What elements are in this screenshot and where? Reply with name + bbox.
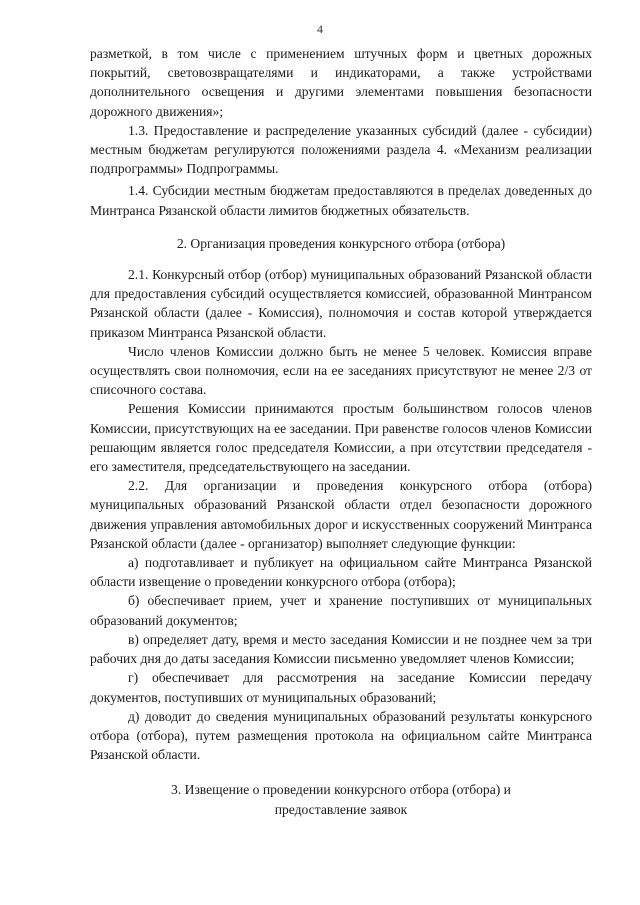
section-3-heading xyxy=(90,780,592,818)
paragraph-continuation: разметкой, в том числе с применением штучных форм и цветных дорожных покрытий, световозвращателями и индикаторами, а также устройствами дополнительного освещения и другими элементами повышения безопасности дорожного движения»; xyxy=(90,46,592,119)
paragraph-1-3: 1.3. Предоставление и распределение указанных субсидий (далее - субсидии) местным бюджетам регулируются положениями раздела 4. «Механизм реализации подпрограммы» Подпрограммы. xyxy=(90,122,592,177)
list-item-d: д) доводит до сведения муниципальных образований результаты конкурсного отбора (отбора), путем размещения протокола на официальном сайте Минтранса Рязанской области. xyxy=(90,708,592,763)
list-item-b: б) обеспечивает прием, учет и хранение поступивших от муниципальных образований документов; xyxy=(90,593,592,628)
page-number: 4 xyxy=(317,22,323,36)
list-item-a: а) подготавливает и публикует на официальном сайте Минтранса Рязанской области извещение о проведении конкурсного отбора (отбора); xyxy=(90,555,592,590)
document-body xyxy=(90,44,592,831)
paragraph-2-1: 2.1. Конкурсный отбор (отбор) муниципальных образований Рязанской области для предоставления субсидий осуществляется комиссией, образованной Минтрансом Рязанской области (далее - Комиссия), полномочия и состав которой утверждается приказом Минтранса Рязанской области. xyxy=(90,267,592,340)
section-3-heading-line-2: предоставление заявок xyxy=(274,801,408,817)
paragraph-2-2: 2.2. Для организации и проведения конкурсного отбора (отбора) муниципальных образований Рязанской области отдел безопасности дорожного движения управления автомобильных дорог и искусственных сооружений Минтранса Рязанской области (далее - организатор) выполняет следующие функции: xyxy=(90,478,592,551)
section-2-heading: 2. Организация проведения конкурсного отбора (отбора) xyxy=(176,235,506,251)
paragraph-commission-members: Число членов Комиссии должно быть не менее 5 человек. Комиссия вправе осуществлять свои полномочия, если на ее заседаниях присутствуют не менее 2/3 от списочного состава. xyxy=(90,343,592,398)
section-3-heading-line-1: 3. Извещение о проведении конкурсного отбора (отбора) и xyxy=(171,782,511,798)
paragraph-commission-decisions: Решения Комиссии принимаются простым большинством голосов членов Комиссии, присутствующих на ее заседании. При равенстве голосов членов Комиссии решающим является голос председателя Комиссии, а при отсутствии председателя - его заместителя, председательствующего на заседании. xyxy=(90,401,592,475)
list-item-v: в) определяет дату, время и место заседания Комиссии и не позднее чем за три рабочих дня до даты заседания Комиссии письменно уведомляет членов Комиссии; xyxy=(90,631,592,667)
paragraph-1-4: 1.4. Субсидии местным бюджетам предоставляются в пределах доведенных до Минтранса Рязанской области лимитов бюджетных обязательств. xyxy=(90,183,592,218)
list-item-g: г) обеспечивает для рассмотрения на заседание Комиссии передачу документов, поступивших от муниципальных образований; xyxy=(90,670,592,705)
